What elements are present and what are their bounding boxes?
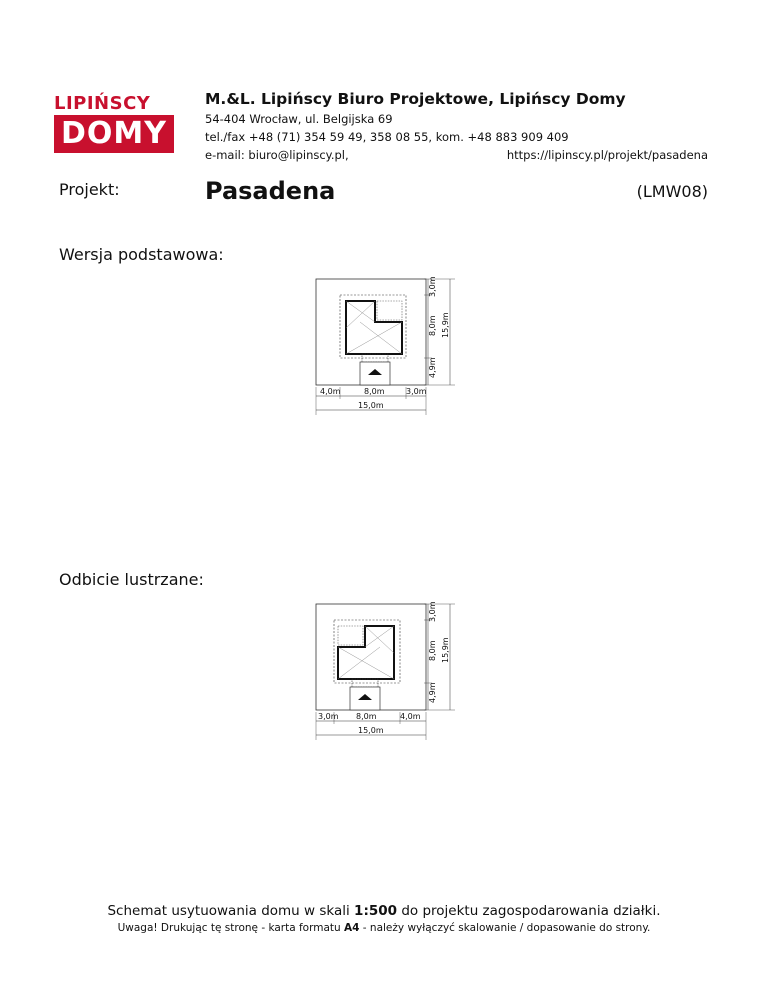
footer-scale-pre: Schemat usytuowania domu w skali bbox=[107, 903, 355, 919]
footer-warning-post: - należy wyłączyć skalowanie / dopasowanie do strony. bbox=[359, 922, 651, 934]
dim-v-mid: 8,0m bbox=[428, 315, 437, 336]
logo-text-bottom: DOMY bbox=[54, 115, 174, 153]
section-title-mirror: Odbicie lustrzane: bbox=[59, 570, 204, 589]
logo-text-top: LIPIŃSCY bbox=[54, 93, 151, 114]
footer-scale-post: do projektu zagospodarowania działki. bbox=[397, 903, 661, 919]
company-logo bbox=[54, 93, 174, 153]
site-plan-basic bbox=[300, 270, 470, 420]
dim-v-total: 15,9m bbox=[441, 637, 450, 663]
dim-v-mid: 8,0m bbox=[428, 640, 437, 661]
footer-scale-value: 1:500 bbox=[354, 903, 398, 919]
footer-warning-pre: Uwaga! Drukując tę stronę - karta formatu bbox=[117, 922, 345, 934]
dim-mid: 8,0m bbox=[364, 387, 385, 396]
dim-mid: 8,0m bbox=[356, 712, 377, 721]
company-name: M.&L. Lipińscy Biuro Projektowe, Lipińscy Domy bbox=[205, 90, 626, 108]
dim-left: 3,0m bbox=[318, 712, 339, 721]
dim-v-top: 3,0m bbox=[428, 601, 437, 622]
dim-total: 15,0m bbox=[358, 401, 384, 410]
dim-total: 15,0m bbox=[358, 726, 384, 735]
dim-v-top: 3,0m bbox=[428, 276, 437, 297]
dim-v-bot: 4,9m bbox=[428, 682, 437, 703]
footer-paper-format: A4 bbox=[344, 922, 360, 934]
project-label: Projekt: bbox=[59, 180, 120, 199]
dim-v-bot: 4,9m bbox=[428, 357, 437, 378]
dim-v-total: 15,9m bbox=[441, 312, 450, 338]
company-email[interactable]: e-mail: biuro@lipinscy.pl, bbox=[205, 148, 349, 162]
dim-left: 4,0m bbox=[320, 387, 341, 396]
dim-right: 3,0m bbox=[406, 387, 427, 396]
company-phone: tel./fax +48 (71) 354 59 49, 358 08 55, kom. +48 883 909 409 bbox=[205, 130, 569, 144]
project-code: (LMW08) bbox=[636, 182, 708, 201]
footer-scale-note bbox=[0, 903, 768, 919]
company-address: 54-404 Wrocław, ul. Belgijska 69 bbox=[205, 112, 393, 126]
section-title-basic: Wersja podstawowa: bbox=[59, 245, 224, 264]
site-plan-mirror bbox=[300, 595, 470, 745]
footer-print-warning bbox=[0, 922, 768, 934]
project-name: Pasadena bbox=[205, 177, 336, 205]
dim-right: 4,0m bbox=[400, 712, 421, 721]
project-url[interactable]: https://lipinscy.pl/projekt/pasadena bbox=[506, 148, 708, 162]
